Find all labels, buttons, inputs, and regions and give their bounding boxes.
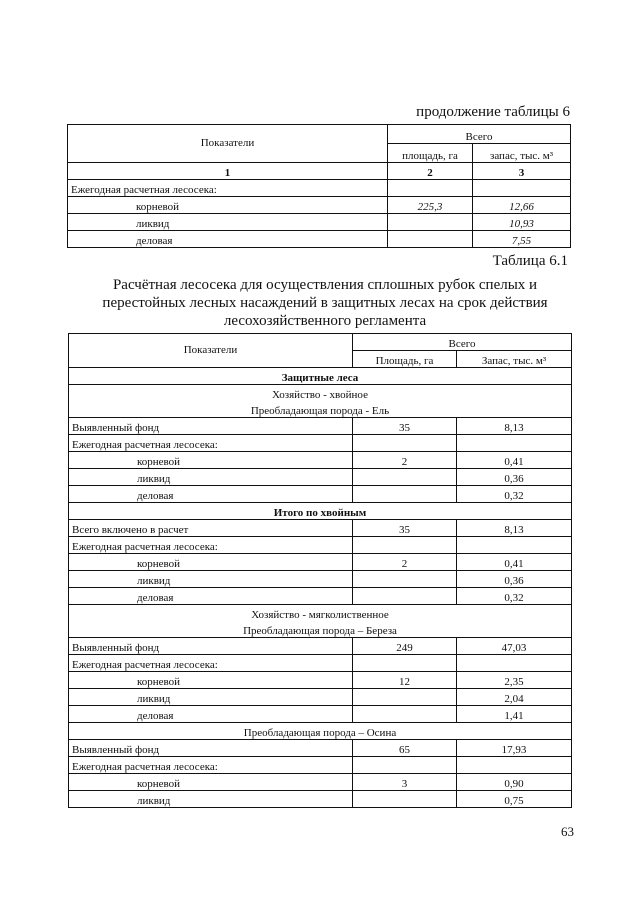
row-area: 35 bbox=[353, 520, 457, 537]
table-row bbox=[69, 757, 572, 774]
row-label: Выявленный фонд bbox=[69, 418, 353, 435]
row-stock: 8,13 bbox=[457, 520, 572, 537]
table-continuation bbox=[67, 124, 571, 248]
table-row bbox=[68, 214, 571, 231]
table-row bbox=[69, 672, 572, 689]
row-area: 2 bbox=[353, 452, 457, 469]
col-number-2: 2 bbox=[388, 163, 473, 180]
row-label: деловая bbox=[69, 588, 353, 605]
row-label: ликвид bbox=[69, 571, 353, 588]
row-area bbox=[388, 214, 473, 231]
col-number-1: 1 bbox=[68, 163, 388, 180]
section-subheading: Преобладающая порода - Ель bbox=[69, 401, 572, 418]
row-label: корневой bbox=[69, 774, 353, 791]
section-subheading: Хозяйство - хвойное bbox=[69, 385, 572, 402]
table-allowable-cut bbox=[68, 333, 572, 808]
row-area: 3 bbox=[353, 774, 457, 791]
section-heading: Защитные леса bbox=[69, 368, 572, 385]
row-stock: 1,41 bbox=[457, 706, 572, 723]
table-row bbox=[69, 588, 572, 605]
table-row bbox=[69, 486, 572, 503]
row-area: 12 bbox=[353, 672, 457, 689]
header-indicator: Показатели bbox=[68, 125, 388, 163]
row-stock: 0,90 bbox=[457, 774, 572, 791]
row-stock: 8,13 bbox=[457, 418, 572, 435]
table-row bbox=[68, 180, 571, 197]
row-stock: 47,03 bbox=[457, 638, 572, 655]
row-stock: 2,35 bbox=[457, 672, 572, 689]
row-label: деловая bbox=[69, 486, 353, 503]
header-stock: Запас, тыс. м³ bbox=[457, 351, 572, 368]
row-label: деловая bbox=[69, 706, 353, 723]
row-stock: 0,41 bbox=[457, 554, 572, 571]
row-label: деловая bbox=[68, 231, 388, 248]
header-area: площадь, га bbox=[388, 144, 473, 163]
row-stock: 0,41 bbox=[457, 452, 572, 469]
row-label: Выявленный фонд bbox=[69, 740, 353, 757]
table-row bbox=[68, 197, 571, 214]
table-row bbox=[69, 774, 572, 791]
row-area bbox=[388, 231, 473, 248]
row-area: 2 bbox=[353, 554, 457, 571]
table-row bbox=[68, 231, 571, 248]
table-row bbox=[69, 706, 572, 723]
row-area: 65 bbox=[353, 740, 457, 757]
section-subheading: Преобладающая порода – Береза bbox=[69, 621, 572, 638]
row-label: Ежегодная расчетная лесосека: bbox=[69, 757, 353, 774]
row-stock: 10,93 bbox=[473, 214, 571, 231]
page-number: 63 bbox=[561, 824, 574, 839]
table-row bbox=[69, 554, 572, 571]
row-area: 249 bbox=[353, 638, 457, 655]
header-indicator: Показатели bbox=[69, 334, 353, 368]
section-subheading: Преобладающая порода – Осина bbox=[69, 723, 572, 740]
row-label: ликвид bbox=[68, 214, 388, 231]
row-label: Ежегодная расчетная лесосека: bbox=[69, 655, 353, 672]
row-stock: 0,32 bbox=[457, 486, 572, 503]
row-area bbox=[388, 180, 473, 197]
row-label: Ежегодная расчетная лесосека: bbox=[69, 435, 353, 452]
row-area: 35 bbox=[353, 418, 457, 435]
header-total: Всего bbox=[388, 125, 571, 144]
row-label: корневой bbox=[69, 452, 353, 469]
table-row bbox=[69, 537, 572, 554]
row-label: Ежегодная расчетная лесосека: bbox=[68, 180, 388, 197]
row-label: Выявленный фонд bbox=[69, 638, 353, 655]
header-area: Площадь, га bbox=[353, 351, 457, 368]
row-stock bbox=[473, 180, 571, 197]
table-row bbox=[69, 791, 572, 808]
row-stock: 12,66 bbox=[473, 197, 571, 214]
row-label: ликвид bbox=[69, 689, 353, 706]
document-title: Расчётная лесосека для осуществления сплошных рубок спелых и перестойных лесных насаждений в защитных лесах на срок действия лесохозяйственного регламента bbox=[102, 277, 548, 329]
row-stock: 7,55 bbox=[473, 231, 571, 248]
row-stock: 0,32 bbox=[457, 588, 572, 605]
table-row bbox=[69, 469, 572, 486]
header-stock: запас, тыс. м³ bbox=[473, 144, 571, 163]
row-label: ликвид bbox=[69, 469, 353, 486]
table-row bbox=[69, 418, 572, 435]
section-heading: Итого по хвойным bbox=[69, 503, 572, 520]
row-stock: 2,04 bbox=[457, 689, 572, 706]
row-area: 225,3 bbox=[388, 197, 473, 214]
table-row bbox=[69, 689, 572, 706]
header-total: Всего bbox=[353, 334, 572, 351]
row-label: Всего включено в расчет bbox=[69, 520, 353, 537]
continuation-label: продолжение таблицы 6 bbox=[416, 104, 570, 120]
row-stock: 0,75 bbox=[457, 791, 572, 808]
row-stock: 0,36 bbox=[457, 571, 572, 588]
table-row bbox=[69, 452, 572, 469]
table-row bbox=[69, 520, 572, 537]
row-label: ликвид bbox=[69, 791, 353, 808]
row-label: Ежегодная расчетная лесосека: bbox=[69, 537, 353, 554]
row-stock: 17,93 bbox=[457, 740, 572, 757]
section-subheading: Хозяйство - мягколиственное bbox=[69, 605, 572, 622]
table-row bbox=[69, 655, 572, 672]
table-row bbox=[69, 571, 572, 588]
table-row bbox=[69, 435, 572, 452]
col-number-3: 3 bbox=[473, 163, 571, 180]
table-row bbox=[69, 638, 572, 655]
row-stock: 0,36 bbox=[457, 469, 572, 486]
row-label: корневой bbox=[69, 554, 353, 571]
table-row bbox=[69, 740, 572, 757]
row-label: корневой bbox=[69, 672, 353, 689]
row-label: корневой bbox=[68, 197, 388, 214]
table-label: Таблица 6.1 bbox=[492, 253, 568, 269]
